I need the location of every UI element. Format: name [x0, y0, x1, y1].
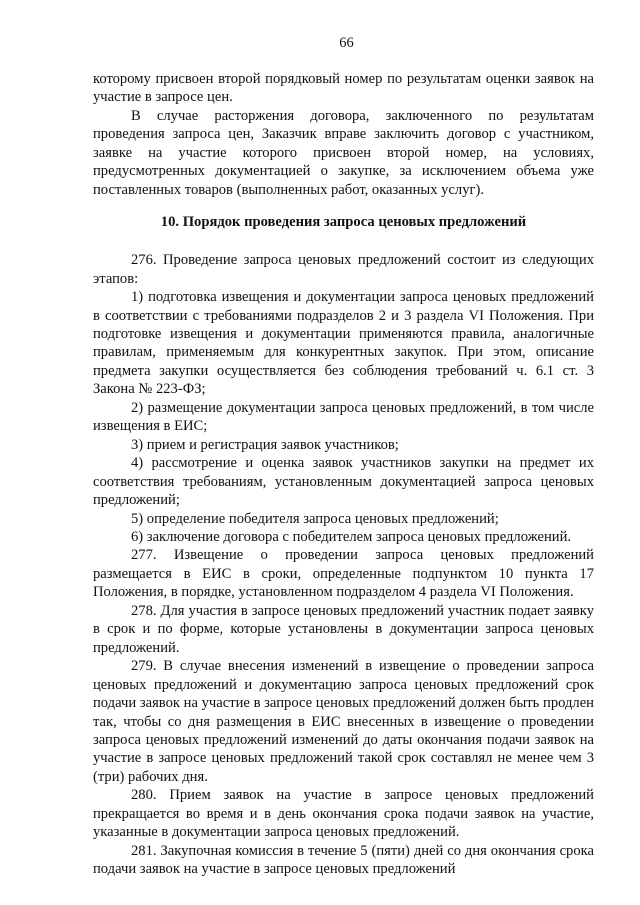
list-item-4: 4) рассмотрение и оценка заявок участников закупки на предмет их соответствия требованиям, установленным документацией запроса ценовых предложений; — [93, 455, 594, 509]
list-item-2: 2) размещение документации запроса ценовых предложений, в том числе извещения в ЕИС; — [93, 399, 594, 435]
intro-paragraph-2: В случае расторжения договора, заключенного по результатам проведения запроса цен, Заказчик вправе заключить договор с участником, заявке на участие которого присвоен второй номер, на условиях, предусмотренных документацией о закупке, за исключением объема уже поставленных товаров (выполненных работ, оказанных услуг). — [93, 107, 594, 198]
list-item-1: 1) подготовка извещения и документации запроса ценовых предложений в соответствии с требованиями подразделов 2 и 3 раздела VI Положения. При подготовке извещения и документации применяются правила, аналогичные правилам, применяемым для конкурентных закупок. При этом, описание предмета закупки осуществляется без соблюдения требований ч. 6.1 ст. 3 Закона № 223-ФЗ; — [93, 289, 594, 398]
paragraph-280: 280. Прием заявок на участие в запросе ценовых предложений прекращается во время и в день окончания срока подачи заявок на участие, указанные в документации запроса ценовых предложений. — [93, 787, 594, 841]
list-item-5: 5) определение победителя запроса ценовых предложений; — [131, 510, 499, 527]
paragraph-281: 281. Закупочная комиссия в течение 5 (пяти) дней со дня окончания срока подачи заявок на участие в запросе ценовых предложений — [93, 842, 594, 878]
paragraph-277: 277. Извещение о проведении запроса ценовых предложений размещается в ЕИС в сроки, определенные подпунктом 10 пункта 17 Положения, в порядке, установленном подразделом 4 раздела VI Положения. — [93, 547, 594, 601]
paragraph-276: 276. Проведение запроса ценовых предложений состоит из следующих этапов: — [93, 252, 594, 287]
list-item-3: 3) прием и регистрация заявок участников; — [131, 436, 399, 453]
paragraph-279: 279. В случае внесения изменений в извещение о проведении запроса ценовых предложений и документацию запроса ценовых предложений срок подачи заявок на участие в запросе ценовых предложений должен быть продлен так, чтобы со дня размещения в ЕИС внесенных в извещение о проведении запроса ценовых предложений изменений до даты окончания подачи заявок на участие в запросе ценовых предложений такой срок составлял не менее чем 3 (три) рабочих дня. — [93, 658, 594, 785]
section-heading: 10. Порядок проведения запроса ценовых предложений — [160, 214, 527, 231]
intro-paragraph-1: которому присвоен второй порядковый номер по результатам оценки заявок на участие в запросе цен. — [93, 71, 594, 106]
paragraph-278: 278. Для участия в запросе ценовых предложений участник подает заявку в срок и по форме, которые установлены в документации запроса ценовых предложений. — [93, 602, 594, 656]
list-item-6: 6) заключение договора с победителем запроса ценовых предложений. — [131, 528, 572, 545]
page-number: 66 — [339, 35, 354, 51]
